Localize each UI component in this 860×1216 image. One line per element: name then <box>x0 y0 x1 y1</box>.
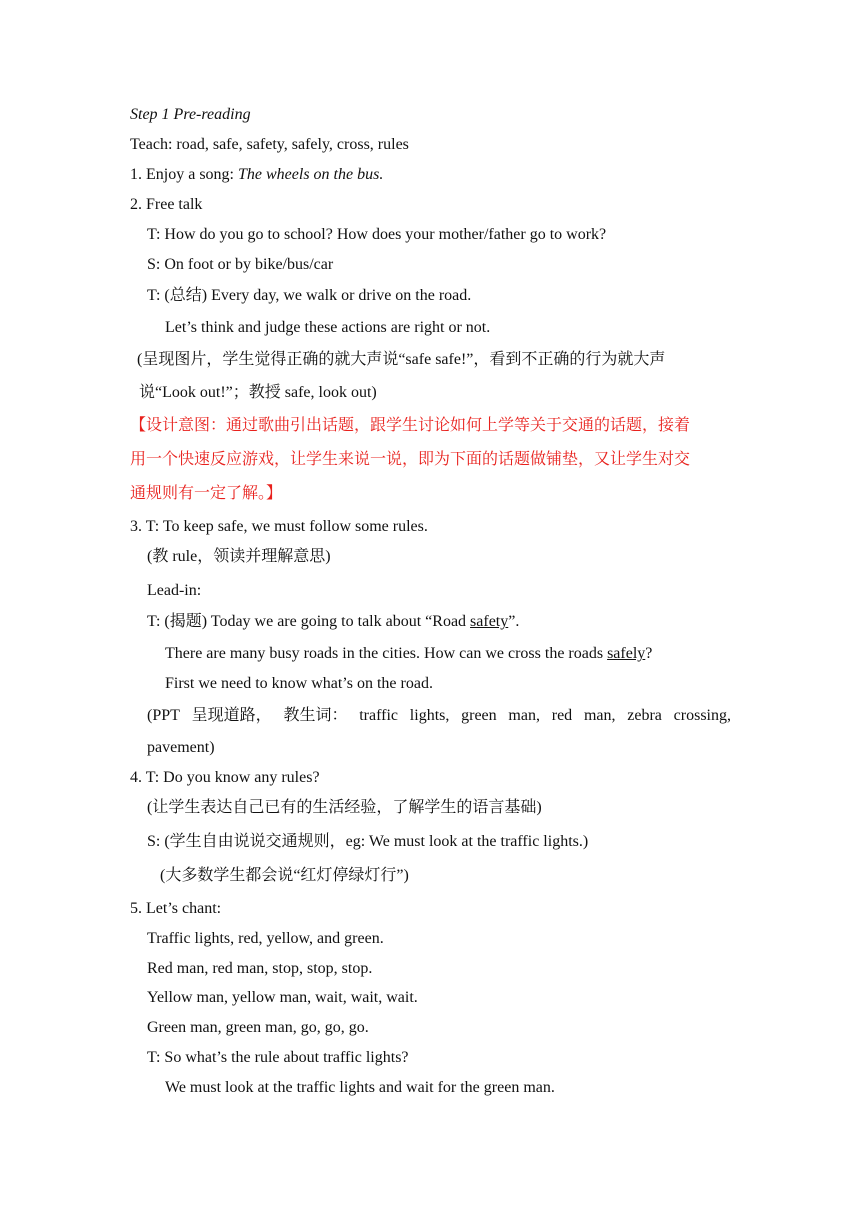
item-2-teacher-line-2: T: (总结) Every day, we walk or drive on the road. <box>147 287 472 304</box>
ppt-word: man, <box>508 707 540 724</box>
design-intent-line-2: 用一个快速反应游戏，让学生来说一说，即为下面的话题做铺垫，又让学生对交 <box>130 451 691 468</box>
ppt-word: 教生词： <box>283 707 348 724</box>
item-2-title: 2. Free talk <box>130 196 203 213</box>
ppt-word: red <box>551 707 573 724</box>
item-3-note: (教 rule，领读并理解意思) <box>147 548 331 565</box>
item-2-student-line-1: S: On foot or by bike/bus/car <box>147 256 334 273</box>
ppt-word: man, <box>583 707 616 724</box>
item-4-teacher-line-1: 4. T: Do you know any rules? <box>130 769 320 786</box>
item-3-teacher-line-4: First we need to know what’s on the road. <box>165 675 433 692</box>
item-4-note: (让学生表达自己已有的生活经验，了解学生的语言基础) <box>147 799 542 816</box>
busy-roads-text: There are many busy roads in the cities. How can we cross the roads <box>165 645 608 662</box>
ppt-word: traffic <box>359 707 399 724</box>
topic-intro-end: ”. <box>508 613 520 630</box>
chant-line-4: Green man, green man, go, go, go. <box>147 1019 369 1036</box>
ppt-word: crossing, <box>673 707 731 724</box>
item-2-note-line-1: (呈现图片，学生觉得正确的就大声说“safe safe!”，看到不正确的行为就大声 <box>137 351 666 368</box>
ppt-vocab-line-2: pavement) <box>147 739 215 756</box>
item-2-teacher-line-1: T: How do you go to school? How does your mother/father go to work? <box>147 226 607 243</box>
underlined-safely: safely <box>607 645 646 662</box>
teach-line: Teach: road, safe, safety, safely, cross, rules <box>130 136 409 153</box>
ppt-vocab-line-1 <box>147 706 731 726</box>
ppt-word: lights, <box>409 707 450 724</box>
chant-line-1: Traffic lights, red, yellow, and green. <box>147 930 384 947</box>
design-intent-line-1: 【设计意图：通过歌曲引出话题，跟学生讨论如何上学等关于交通的话题，接着 <box>130 417 691 434</box>
item-5-teacher-line-2: We must look at the traffic lights and wait for the green man. <box>165 1079 555 1096</box>
ppt-word: 呈现道路， <box>191 707 272 724</box>
ppt-word: (PPT <box>147 707 180 724</box>
item-3-teacher-line-2 <box>147 612 519 632</box>
item-4-note-2: (大多数学生都会说“红灯停绿灯行”) <box>160 867 409 884</box>
item-2-teacher-line-2b: Let’s think and judge these actions are right or not. <box>165 319 491 336</box>
item-4-student-line: S: (学生自由说说交通规则，eg: We must look at the traffic lights.) <box>147 833 589 850</box>
item-1-prefix: 1. Enjoy a song: <box>130 166 238 183</box>
item-3-teacher-line-1: 3. T: To keep safe, we must follow some rules. <box>130 518 428 535</box>
ppt-word: zebra <box>627 707 662 724</box>
item-1 <box>130 165 383 185</box>
topic-intro-text: T: (揭题) Today we are going to talk about “Road <box>147 613 471 630</box>
item-3-teacher-line-3 <box>165 644 652 664</box>
chant-line-2: Red man, red man, stop, stop, stop. <box>147 960 373 977</box>
underlined-safety: safety <box>470 613 509 630</box>
ppt-word: green <box>461 707 497 724</box>
step-title: Step 1 Pre-reading <box>130 106 251 123</box>
lead-in-label: Lead-in: <box>147 582 202 599</box>
item-2-note-line-2: 说“Look out!”；教授 safe, look out) <box>139 384 377 401</box>
design-intent-line-3: 通规则有一定了解。】 <box>130 485 283 502</box>
busy-roads-end: ? <box>645 645 653 662</box>
song-title: The wheels on the bus. <box>238 166 384 183</box>
item-5-title: 5. Let’s chant: <box>130 900 222 917</box>
item-5-teacher-line-1: T: So what’s the rule about traffic lights? <box>147 1049 409 1066</box>
chant-line-3: Yellow man, yellow man, wait, wait, wait. <box>147 989 418 1006</box>
